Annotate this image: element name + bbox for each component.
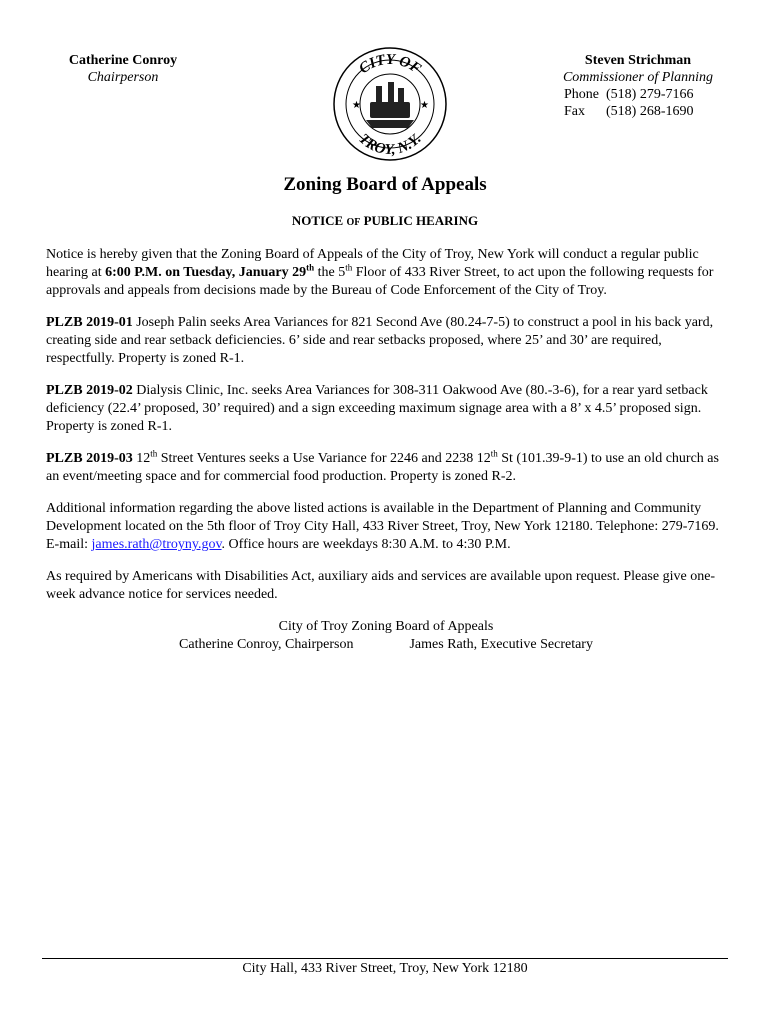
info-paragraph: Additional information regarding the above listed actions is available in the Department of Planning and Community Development located on the 5th floor of Troy City Hall, 433 River Street, Troy, New York 12180. Telephone: 279-7169. E-mail: james.rath@troyny.gov. Office hours are weekdays 8:30 A.M. to 4:30 P.M. bbox=[46, 501, 719, 552]
header-left bbox=[48, 52, 198, 86]
svg-text:CITY OF bbox=[356, 52, 423, 77]
item-code: PLZB 2019-02 bbox=[46, 383, 133, 398]
page-title: Zoning Board of Appeals bbox=[283, 174, 487, 195]
signature-secretary: James Rath, Executive Secretary bbox=[409, 637, 593, 652]
seal-top-text: CITY OF bbox=[356, 51, 424, 78]
item-code: PLZB 2019-01 bbox=[46, 315, 133, 330]
item-paragraph: PLZB 2019-02 Dialysis Clinic, Inc. seeks Area Variances for 308-311 Oakwood Ave (80.-3-6), for a rear yard setback deficiency (22.4’ proposed, 30’ required) and a sign exceeding maximum signage area with a 8’ x 4.5’ proposed sign. Property is zoned R-1. bbox=[46, 383, 708, 434]
svg-text:★: ★ bbox=[352, 100, 361, 111]
svg-text:★: ★ bbox=[420, 100, 429, 111]
signature-chair: Catherine Conroy, Chairperson bbox=[179, 637, 354, 652]
signature-org: City of Troy Zoning Board of Appeals bbox=[278, 619, 494, 634]
notice-body bbox=[46, 246, 726, 654]
commissioner-name: Steven Strichman bbox=[584, 53, 692, 68]
commissioner-title: Commissioner of Planning bbox=[562, 70, 714, 85]
footer-address: City Hall, 433 River Street, Troy, New York 12180 bbox=[242, 961, 528, 976]
header-right bbox=[548, 52, 728, 120]
item-paragraph: PLZB 2019-01 Joseph Palin seeks Area Variances for 821 Second Ave (80.24-7-5) to construct a pool in his back yard, creating side and rear setback deficiencies. 6’ side and rear setbacks proposed, where 25’ and 30’ are required, respectfully. Property is zoned R-1. bbox=[46, 315, 714, 366]
signature-block bbox=[46, 618, 726, 654]
city-seal-icon bbox=[330, 42, 450, 162]
seal-bottom-text: TROY, N.Y. bbox=[355, 130, 425, 159]
fax-number: Fax (518) 268-1690 bbox=[564, 104, 694, 119]
intro-paragraph: Notice is hereby given that the Zoning Board of Appeals of the City of Troy, New York will conduct a regular public hearing at 6:00 P.M. on Tuesday, January 29th the 5th Floor of 433 River Street, to act upon the following requests for approvals and appeals from decisions made by the Bureau of Code Enforcement of the City of Troy. bbox=[46, 247, 714, 298]
chairperson-name: Catherine Conroy bbox=[68, 53, 178, 68]
item-code: PLZB 2019-03 bbox=[46, 451, 133, 466]
chairperson-title: Chairperson bbox=[87, 70, 159, 85]
email-link[interactable]: james.rath@troyny.gov bbox=[91, 537, 222, 552]
notice-subtitle: NOTICE OF PUBLIC HEARING bbox=[291, 213, 479, 228]
footer-divider bbox=[42, 958, 728, 959]
ada-paragraph: As required by Americans with Disabilities Act, auxiliary aids and services are available upon request. Please give one-week advance notice for services needed. bbox=[46, 569, 716, 602]
item-paragraph: PLZB 2019-03 12th Street Ventures seeks a Use Variance for 2246 and 2238 12th St (101.39-9-1) to use an old church as an event/meeting space and for commercial food production. Property is zoned R-2. bbox=[46, 448, 719, 484]
phone-number: Phone (518) 279-7166 bbox=[564, 87, 694, 102]
